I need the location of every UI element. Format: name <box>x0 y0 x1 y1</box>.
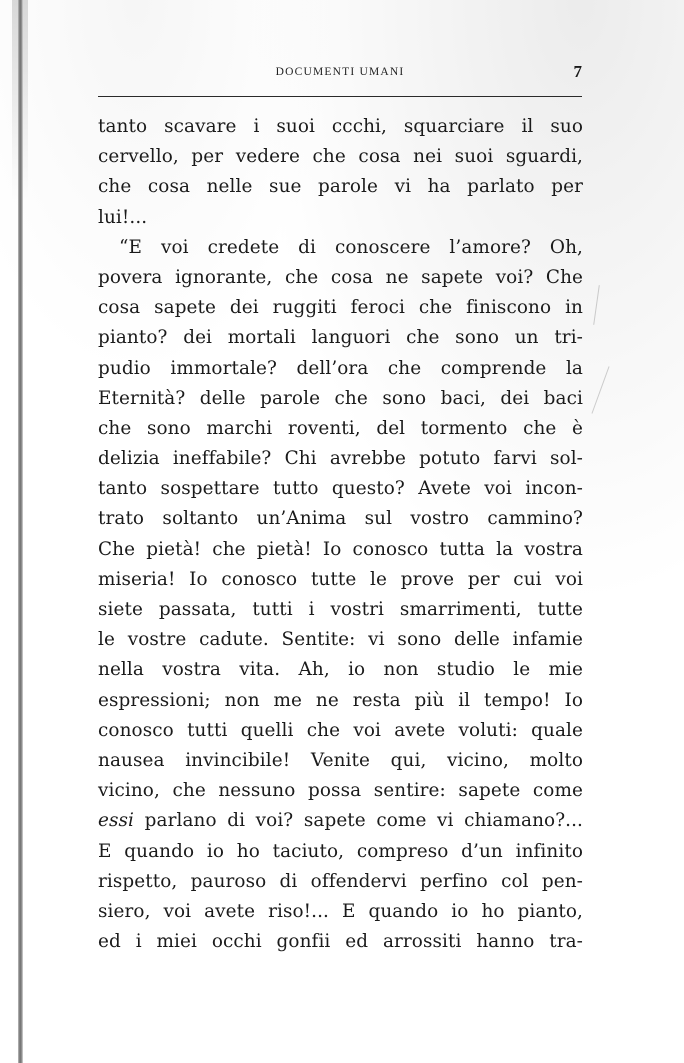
text-line: Eternità? delle parole che sono baci, dei baci <box>98 387 583 409</box>
text-line: cervello, per vedere che cosa nei suoi sguardi, <box>98 146 583 168</box>
italic-word: essi <box>98 810 135 832</box>
text-line: povera ignorante, che cosa ne sapete voi? Che <box>98 266 583 288</box>
text-line: “E voi credete di conoscere l’amore? Oh, <box>119 236 583 258</box>
text-line: rispetto, pauroso di offendervi perfino col pen- <box>98 870 583 892</box>
text-line: siero, voi avete riso!... E quando io ho pianto, <box>98 900 583 922</box>
text-line: tanto scavare i suoi ccchi, squarciare il suo <box>98 116 583 137</box>
text-line: conosco tutti quelli che voi avete voluti: quale <box>98 719 583 741</box>
text-line: pudio immortale? dell’ora che comprende la <box>98 357 583 379</box>
text-line: nausea invincibile! Venite qui, vicino, molto <box>98 749 583 771</box>
text-line: espressioni; non me ne resta più il tempo! Io <box>98 689 583 711</box>
page-number: 7 <box>573 62 582 81</box>
text-line: siete passata, tutti i vostri smarrimenti, tutte <box>98 599 583 620</box>
text-line: miseria! Io conosco tutte le prove per cui voi <box>98 568 583 590</box>
text-line: lui!... <box>98 206 148 228</box>
running-title: DOCUMENTI UMANI <box>275 66 405 78</box>
text-line: trato soltanto un’Anima sul vostro cammino? <box>98 508 583 530</box>
text-line: E quando io ho taciuto, compreso d’un infinito <box>98 840 583 862</box>
text-line: che sono marchi roventi, del tormento che è <box>98 417 583 439</box>
book-binding-edge <box>18 0 23 1063</box>
text-line: ed i miei occhi gonfii ed arrossiti hanno tra- <box>98 931 583 953</box>
text-line: delizia ineffabile? Chi avrebbe potuto farvi sol- <box>98 448 583 470</box>
text-line-rest: parlano di voi? sapete come vi chiamano?... <box>144 810 583 832</box>
text-line: le vostre cadute. Sentite: vi sono delle infamie <box>98 629 583 651</box>
text-line: nella vostra vita. Ah, io non studio le mie <box>98 659 583 681</box>
text-line: Che pietà! che pietà! Io conosco tutta la vostra <box>98 538 583 560</box>
body-text <box>98 112 583 957</box>
text-line: tanto sospettare tutto questo? Avete voi incon- <box>98 478 583 500</box>
text-line: pianto? dei mortali languori che sono un tri- <box>98 327 583 349</box>
page-header <box>98 62 582 86</box>
text-line-with-italic <box>98 806 583 836</box>
text-line: vicino, che nessuno possa sentire: sapete come <box>98 780 583 802</box>
text-line: che cosa nelle sue parole vi ha parlato per <box>98 176 583 198</box>
text-line: cosa sapete dei ruggiti feroci che finiscono in <box>98 297 583 319</box>
header-rule <box>98 96 582 97</box>
